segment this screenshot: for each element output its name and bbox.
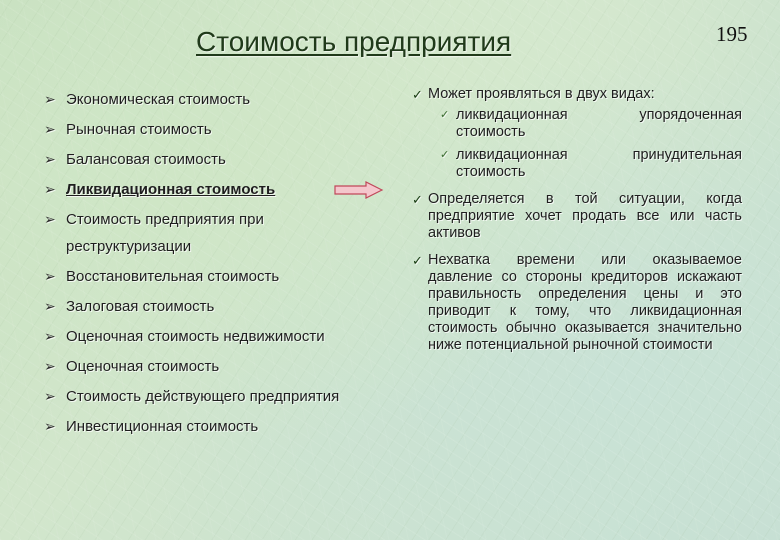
arrowhead-bullet-icon: ➢ xyxy=(44,268,56,284)
arrowhead-bullet-icon: ➢ xyxy=(44,328,56,344)
list-item: ➢ Стоимость предприятия при реструктуризации xyxy=(44,206,364,260)
list-item: ✓ Нехватка времени или оказываемое давление со стороны кредиторов искажают правильность определения цены и это приводит к тому, что ликвидационная стоимость обычно оказывается значительно ниже потенциальной рыночной стоимости xyxy=(412,252,742,353)
list-item: ✓ Определяется в той ситуации, когда предприятие хочет продать все или часть активов xyxy=(412,191,742,241)
list-item: ➢ Залоговая стоимость xyxy=(44,293,364,320)
list-item: ➢ Стоимость действующего предприятия xyxy=(44,383,364,410)
checkmark-bullet-icon: ✓ xyxy=(440,109,450,121)
sub-list-item: ✓ ликвидационная принудительная стоимость xyxy=(440,147,742,180)
sub-list xyxy=(428,107,742,181)
right-arrow-icon xyxy=(334,181,384,199)
arrowhead-bullet-icon: ➢ xyxy=(44,358,56,374)
arrowhead-bullet-icon: ➢ xyxy=(44,211,56,227)
arrowhead-bullet-icon: ➢ xyxy=(44,151,56,167)
checkmark-bullet-icon: ✓ xyxy=(412,192,423,207)
list-item-highlighted: ➢ Ликвидационная стоимость xyxy=(44,176,364,203)
list-item: ➢ Рыночная стоимость xyxy=(44,116,364,143)
left-bullet-list xyxy=(44,86,364,443)
checkmark-bullet-icon: ✓ xyxy=(412,253,423,268)
arrowhead-bullet-icon: ➢ xyxy=(44,91,56,107)
list-item: ✓ Может проявляться в двух видах: ✓ ликвидационная упорядоченная стоимость ✓ ликвидационная принудительная стоимость xyxy=(412,86,742,180)
arrowhead-bullet-icon: ➢ xyxy=(44,298,56,314)
arrowhead-bullet-icon: ➢ xyxy=(44,121,56,137)
arrowhead-bullet-icon: ➢ xyxy=(44,388,56,404)
list-item: ➢ Экономическая стоимость xyxy=(44,86,364,113)
list-item: ➢ Восстановительная стоимость xyxy=(44,263,364,290)
list-item: ➢ Балансовая стоимость xyxy=(44,146,364,173)
list-item: ➢ Оценочная стоимость xyxy=(44,353,364,380)
sub-list-item: ✓ ликвидационная упорядоченная стоимость xyxy=(440,107,742,140)
list-item: ➢ Оценочная стоимость недвижимости xyxy=(44,323,364,350)
slide-title: Стоимость предприятия xyxy=(196,26,512,57)
list-item: ➢ Инвестиционная стоимость xyxy=(44,413,364,440)
page-number: 195 xyxy=(716,22,748,46)
arrowhead-bullet-icon: ➢ xyxy=(44,418,56,434)
arrowhead-bullet-icon: ➢ xyxy=(44,181,56,197)
checkmark-bullet-icon: ✓ xyxy=(412,87,423,102)
checkmark-bullet-icon: ✓ xyxy=(440,149,450,161)
right-bullet-list xyxy=(412,86,742,364)
